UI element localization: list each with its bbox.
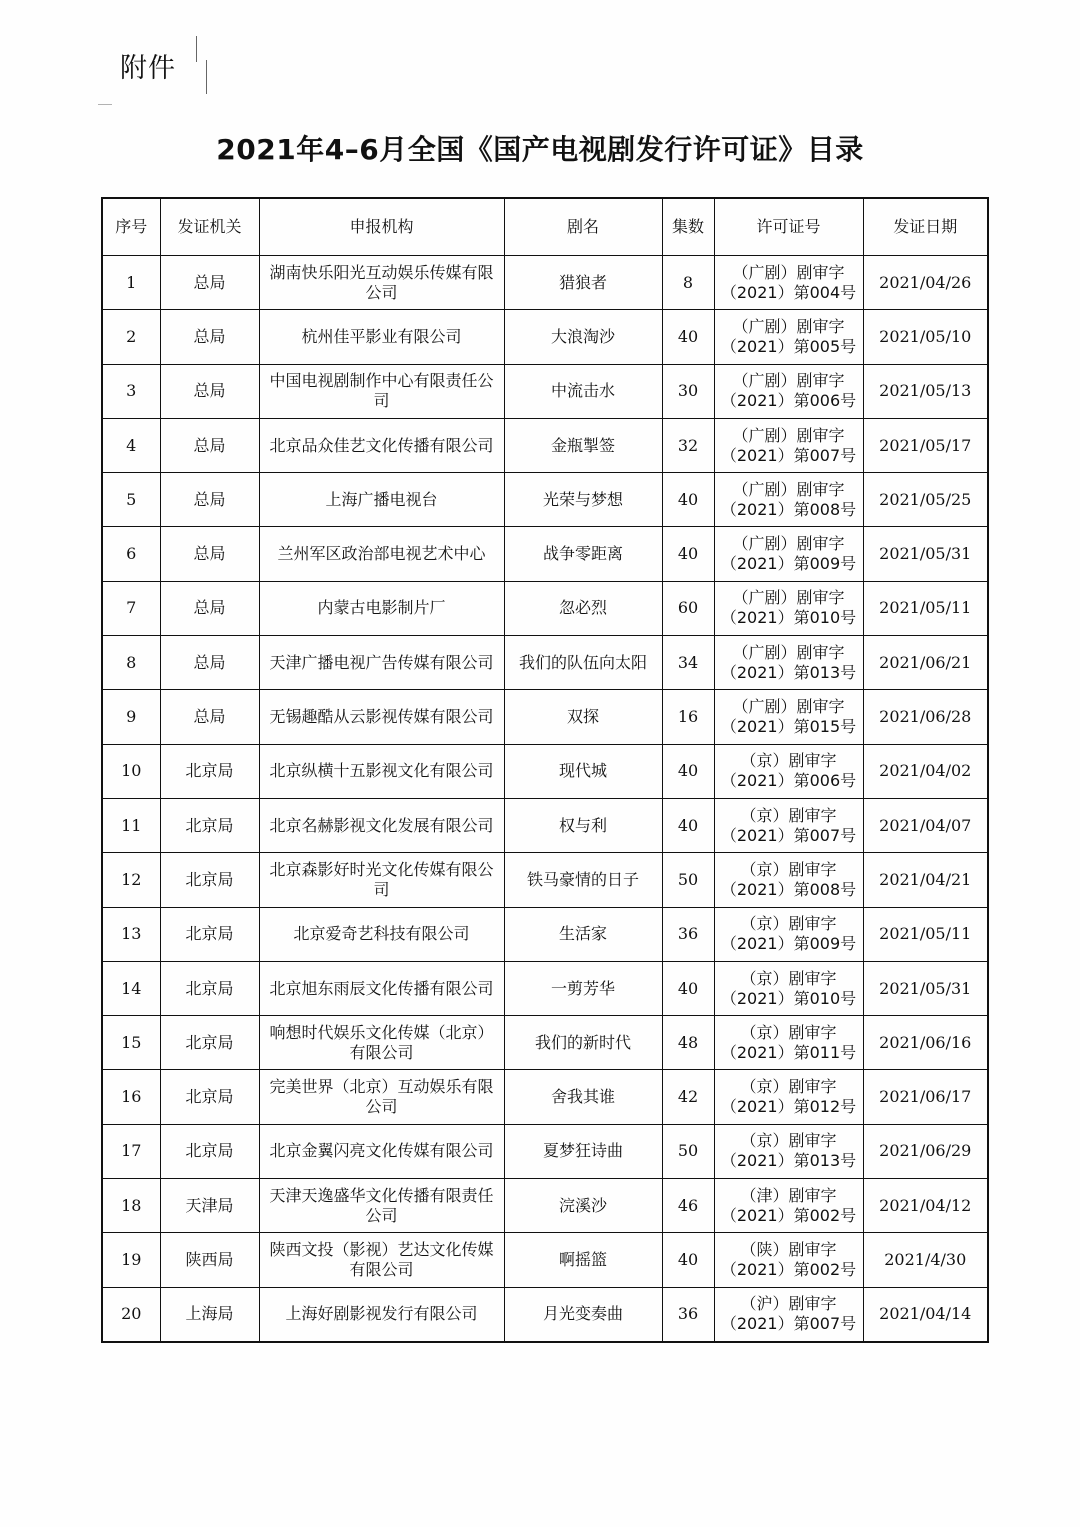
issue-date: 2021/06/17 — [863, 1070, 988, 1124]
issuing-authority: 北京局 — [160, 1070, 259, 1124]
applicant-organization: 内蒙古电影制片厂 — [259, 581, 504, 635]
applicant-organization: 天津广播电视广告传媒有限公司 — [259, 636, 504, 690]
drama-title: 舍我其谁 — [504, 1070, 662, 1124]
drama-title: 现代城 — [504, 744, 662, 798]
issuing-authority: 总局 — [160, 690, 259, 744]
episode-count: 36 — [662, 907, 714, 961]
table-row — [102, 961, 988, 1015]
permit-number: （京）剧审字（2021）第007号 — [714, 798, 863, 852]
row-number: 4 — [102, 418, 160, 472]
applicant-organization: 无锡趣酷从云影视传媒有限公司 — [259, 690, 504, 744]
row-number: 15 — [102, 1016, 160, 1070]
issuing-authority: 北京局 — [160, 907, 259, 961]
table-row — [102, 310, 988, 364]
issue-date: 2021/06/16 — [863, 1016, 988, 1070]
permit-number: （广剧）剧审字（2021）第007号 — [714, 418, 863, 472]
permit-number: （津）剧审字（2021）第002号 — [714, 1179, 863, 1233]
column-header-permit: 许可证号 — [714, 198, 863, 256]
column-header-episodes: 集数 — [662, 198, 714, 256]
scan-artifact — [206, 60, 207, 94]
issue-date: 2021/05/13 — [863, 364, 988, 418]
column-header-org: 申报机构 — [259, 198, 504, 256]
drama-title: 浣溪沙 — [504, 1179, 662, 1233]
drama-title: 双探 — [504, 690, 662, 744]
applicant-organization: 北京纵横十五影视文化有限公司 — [259, 744, 504, 798]
issuing-authority: 总局 — [160, 418, 259, 472]
permit-number: （京）剧审字（2021）第008号 — [714, 853, 863, 907]
permit-table — [101, 197, 989, 1343]
table-row — [102, 1287, 988, 1342]
row-number: 19 — [102, 1233, 160, 1287]
issuing-authority: 北京局 — [160, 744, 259, 798]
applicant-organization: 天津天逸盛华文化传播有限责任公司 — [259, 1179, 504, 1233]
row-number: 10 — [102, 744, 160, 798]
issuing-authority: 北京局 — [160, 853, 259, 907]
table-row — [102, 418, 988, 472]
applicant-organization: 北京金翼闪亮文化传媒有限公司 — [259, 1124, 504, 1178]
applicant-organization: 北京森影好时光文化传媒有限公司 — [259, 853, 504, 907]
episode-count: 34 — [662, 636, 714, 690]
row-number: 12 — [102, 853, 160, 907]
row-number: 14 — [102, 961, 160, 1015]
issue-date: 2021/05/31 — [863, 961, 988, 1015]
issue-date: 2021/04/12 — [863, 1179, 988, 1233]
row-number: 11 — [102, 798, 160, 852]
episode-count: 30 — [662, 364, 714, 418]
table-row — [102, 1124, 988, 1178]
drama-title: 月光变奏曲 — [504, 1287, 662, 1342]
applicant-organization: 北京爱奇艺科技有限公司 — [259, 907, 504, 961]
episode-count: 60 — [662, 581, 714, 635]
row-number: 8 — [102, 636, 160, 690]
issuing-authority: 总局 — [160, 527, 259, 581]
issuing-authority: 上海局 — [160, 1287, 259, 1342]
issue-date: 2021/05/11 — [863, 581, 988, 635]
row-number: 7 — [102, 581, 160, 635]
drama-title: 我们的新时代 — [504, 1016, 662, 1070]
episode-count: 8 — [662, 256, 714, 310]
episode-count: 48 — [662, 1016, 714, 1070]
issue-date: 2021/06/29 — [863, 1124, 988, 1178]
attachment-label: 附件 — [120, 53, 176, 84]
table-row — [102, 690, 988, 744]
permit-number: （广剧）剧审字（2021）第009号 — [714, 527, 863, 581]
issuing-authority: 陕西局 — [160, 1233, 259, 1287]
issuing-authority: 北京局 — [160, 1124, 259, 1178]
table-row — [102, 744, 988, 798]
row-number: 20 — [102, 1287, 160, 1342]
applicant-organization: 杭州佳平影业有限公司 — [259, 310, 504, 364]
applicant-organization: 陕西文投（影视）艺达文化传媒有限公司 — [259, 1233, 504, 1287]
column-header-no: 序号 — [102, 198, 160, 256]
table-row — [102, 1179, 988, 1233]
permit-number: （京）剧审字（2021）第006号 — [714, 744, 863, 798]
drama-title: 大浪淘沙 — [504, 310, 662, 364]
episode-count: 40 — [662, 1233, 714, 1287]
table-header-row — [102, 198, 988, 256]
episode-count: 40 — [662, 744, 714, 798]
table-row — [102, 1016, 988, 1070]
drama-title: 啊摇篮 — [504, 1233, 662, 1287]
applicant-organization: 北京旭东雨辰文化传播有限公司 — [259, 961, 504, 1015]
column-header-title: 剧名 — [504, 198, 662, 256]
permit-number: （京）剧审字（2021）第009号 — [714, 907, 863, 961]
applicant-organization: 上海广播电视台 — [259, 473, 504, 527]
issue-date: 2021/05/11 — [863, 907, 988, 961]
issue-date: 2021/04/07 — [863, 798, 988, 852]
table-row — [102, 256, 988, 310]
issue-date: 2021/05/17 — [863, 418, 988, 472]
issue-date: 2021/04/14 — [863, 1287, 988, 1342]
issue-date: 2021/05/31 — [863, 527, 988, 581]
row-number: 18 — [102, 1179, 160, 1233]
drama-title: 金瓶掣签 — [504, 418, 662, 472]
permit-number: （陕）剧审字（2021）第002号 — [714, 1233, 863, 1287]
column-header-date: 发证日期 — [863, 198, 988, 256]
issuing-authority: 总局 — [160, 473, 259, 527]
applicant-organization: 湖南快乐阳光互动娱乐传媒有限公司 — [259, 256, 504, 310]
permit-number: （广剧）剧审字（2021）第013号 — [714, 636, 863, 690]
row-number: 1 — [102, 256, 160, 310]
table-row — [102, 1233, 988, 1287]
permit-number: （沪）剧审字（2021）第007号 — [714, 1287, 863, 1342]
issuing-authority: 北京局 — [160, 798, 259, 852]
scan-artifact — [98, 104, 112, 105]
issue-date: 2021/05/10 — [863, 310, 988, 364]
issuing-authority: 总局 — [160, 256, 259, 310]
permit-number: （京）剧审字（2021）第013号 — [714, 1124, 863, 1178]
table-row — [102, 853, 988, 907]
row-number: 6 — [102, 527, 160, 581]
issuing-authority: 总局 — [160, 364, 259, 418]
applicant-organization: 完美世界（北京）互动娱乐有限公司 — [259, 1070, 504, 1124]
applicant-organization: 上海好剧影视发行有限公司 — [259, 1287, 504, 1342]
drama-title: 我们的队伍向太阳 — [504, 636, 662, 690]
table-row — [102, 364, 988, 418]
episode-count: 46 — [662, 1179, 714, 1233]
table-body — [102, 256, 988, 1342]
scan-artifact — [196, 36, 197, 62]
applicant-organization: 响想时代娱乐文化传媒（北京）有限公司 — [259, 1016, 504, 1070]
permit-number: （广剧）剧审字（2021）第005号 — [714, 310, 863, 364]
permit-number: （广剧）剧审字（2021）第008号 — [714, 473, 863, 527]
document-title: 2021年4–6月全国《国产电视剧发行许可证》目录 — [216, 133, 864, 166]
episode-count: 40 — [662, 798, 714, 852]
issue-date: 2021/06/21 — [863, 636, 988, 690]
episode-count: 50 — [662, 1124, 714, 1178]
drama-title: 一剪芳华 — [504, 961, 662, 1015]
row-number: 16 — [102, 1070, 160, 1124]
table-row — [102, 636, 988, 690]
drama-title: 光荣与梦想 — [504, 473, 662, 527]
applicant-organization: 北京品众佳艺文化传播有限公司 — [259, 418, 504, 472]
issue-date: 2021/04/21 — [863, 853, 988, 907]
table-row — [102, 527, 988, 581]
row-number: 5 — [102, 473, 160, 527]
drama-title: 战争零距离 — [504, 527, 662, 581]
episode-count: 42 — [662, 1070, 714, 1124]
table-row — [102, 473, 988, 527]
issuing-authority: 天津局 — [160, 1179, 259, 1233]
issue-date: 2021/05/25 — [863, 473, 988, 527]
table-row — [102, 581, 988, 635]
applicant-organization: 兰州军区政治部电视艺术中心 — [259, 527, 504, 581]
issuing-authority: 总局 — [160, 636, 259, 690]
issuing-authority: 北京局 — [160, 1016, 259, 1070]
issuing-authority: 总局 — [160, 581, 259, 635]
permit-number: （广剧）剧审字（2021）第006号 — [714, 364, 863, 418]
permit-number: （京）剧审字（2021）第010号 — [714, 961, 863, 1015]
permit-number: （广剧）剧审字（2021）第004号 — [714, 256, 863, 310]
drama-title: 猎狼者 — [504, 256, 662, 310]
issuing-authority: 总局 — [160, 310, 259, 364]
drama-title: 中流击水 — [504, 364, 662, 418]
issuing-authority: 北京局 — [160, 961, 259, 1015]
applicant-organization: 北京名赫影视文化发展有限公司 — [259, 798, 504, 852]
table-row — [102, 1070, 988, 1124]
drama-title: 夏梦狂诗曲 — [504, 1124, 662, 1178]
row-number: 13 — [102, 907, 160, 961]
issue-date: 2021/04/02 — [863, 744, 988, 798]
episode-count: 40 — [662, 473, 714, 527]
row-number: 3 — [102, 364, 160, 418]
drama-title: 铁马豪情的日子 — [504, 853, 662, 907]
issue-date: 2021/04/26 — [863, 256, 988, 310]
episode-count: 40 — [662, 527, 714, 581]
episode-count: 50 — [662, 853, 714, 907]
table-row — [102, 907, 988, 961]
episode-count: 36 — [662, 1287, 714, 1342]
episode-count: 16 — [662, 690, 714, 744]
row-number: 17 — [102, 1124, 160, 1178]
drama-title: 忽必烈 — [504, 581, 662, 635]
drama-title: 权与利 — [504, 798, 662, 852]
permit-number: （广剧）剧审字（2021）第010号 — [714, 581, 863, 635]
permit-number: （京）剧审字（2021）第012号 — [714, 1070, 863, 1124]
row-number: 2 — [102, 310, 160, 364]
table-row — [102, 798, 988, 852]
row-number: 9 — [102, 690, 160, 744]
drama-title: 生活家 — [504, 907, 662, 961]
column-header-authority: 发证机关 — [160, 198, 259, 256]
applicant-organization: 中国电视剧制作中心有限责任公司 — [259, 364, 504, 418]
episode-count: 40 — [662, 961, 714, 1015]
episode-count: 40 — [662, 310, 714, 364]
permit-number: （京）剧审字（2021）第011号 — [714, 1016, 863, 1070]
episode-count: 32 — [662, 418, 714, 472]
issue-date: 2021/4/30 — [863, 1233, 988, 1287]
issue-date: 2021/06/28 — [863, 690, 988, 744]
permit-number: （广剧）剧审字（2021）第015号 — [714, 690, 863, 744]
